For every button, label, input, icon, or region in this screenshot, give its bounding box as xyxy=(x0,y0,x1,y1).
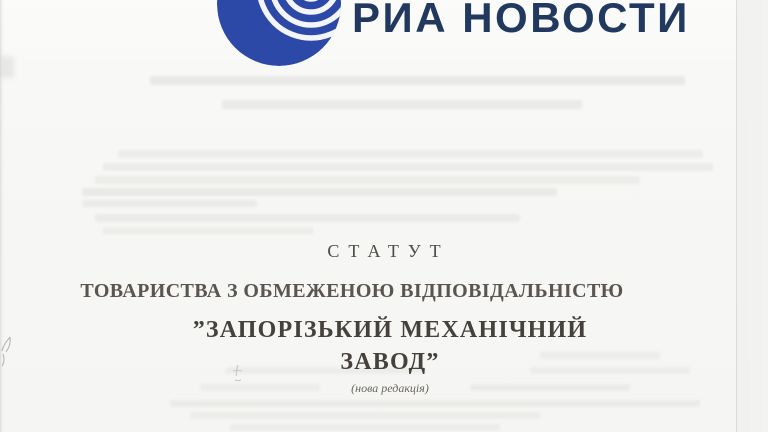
company-name-line2: ЗАВОД” xyxy=(340,349,440,375)
company-type-line: ТОВАРИСТВА З ОБМЕЖЕНОЮ ВІДПОВІДАЛЬНІСТЮ xyxy=(80,280,624,302)
check-mark-icon xyxy=(230,363,246,385)
company-name-line1: ”ЗАПОРІЗЬКИЙ МЕХАНІЧНИЙ xyxy=(192,317,588,343)
ghost-text-line xyxy=(82,188,557,196)
ghost-text-line xyxy=(103,227,313,234)
ghost-text-line xyxy=(230,424,500,431)
brand-wordmark: РИА НОВОСТИ xyxy=(352,0,690,41)
ghost-text-line xyxy=(103,163,713,171)
ghost-text-line xyxy=(95,176,640,184)
ghost-text-line xyxy=(190,412,540,419)
ghost-text-line xyxy=(170,400,700,407)
ghost-text-line xyxy=(82,200,257,207)
ghost-text-line xyxy=(95,214,520,222)
ghost-text-line xyxy=(118,150,703,158)
scan-smudge xyxy=(0,56,14,78)
ghost-text-line xyxy=(222,100,582,109)
edition-note: (нова редакція) xyxy=(351,381,429,395)
pencil-mark-icon xyxy=(0,334,18,368)
ghost-text-line xyxy=(150,76,685,85)
ria-globe-icon xyxy=(217,0,343,67)
statute-title: СТАТУТ xyxy=(327,241,450,261)
